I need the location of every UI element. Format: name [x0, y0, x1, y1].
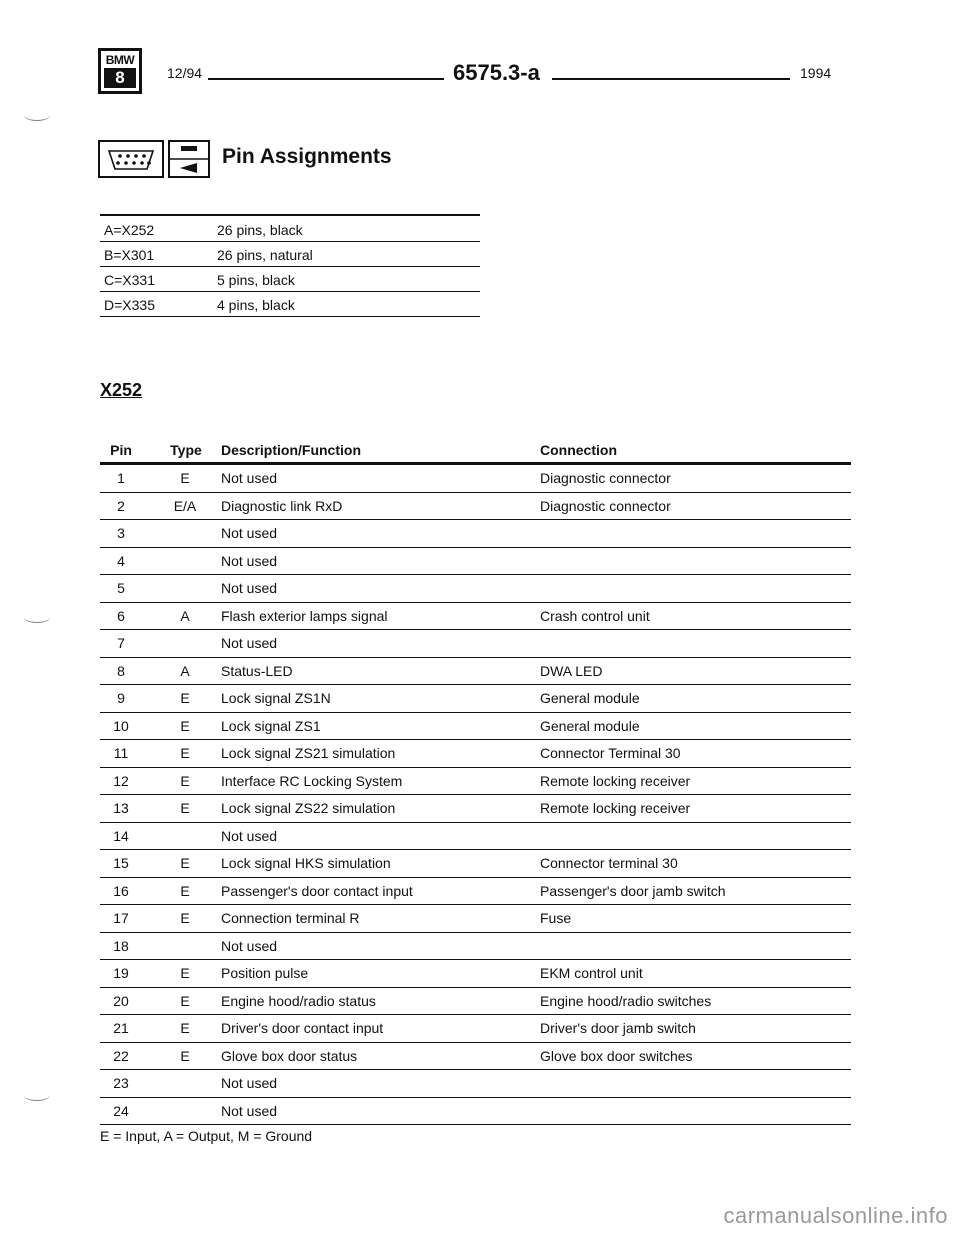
table-row: [100, 575, 851, 603]
bmw-8-logo-icon: [98, 48, 142, 94]
connector-id: A=X252: [104, 222, 155, 238]
pin-number: 16: [113, 882, 129, 899]
pin-number: 4: [117, 552, 125, 569]
table-row: [100, 905, 851, 933]
table-row: [100, 740, 851, 768]
pin-number: 22: [113, 1047, 129, 1064]
table-row: [100, 713, 851, 741]
pin-type: E: [180, 855, 190, 871]
pin-connection: Diagnostic connector: [540, 470, 671, 486]
pin-description: Connection terminal R: [221, 910, 360, 926]
connector-desc: 26 pins, black: [217, 222, 303, 238]
connector-desc: 26 pins, natural: [217, 247, 313, 263]
page-title: Pin Assignments: [222, 145, 392, 168]
pin-description: Lock signal ZS1N: [221, 690, 331, 706]
pin-number: 5: [117, 580, 125, 596]
connector-id: D=X335: [104, 297, 155, 313]
pin-number: 11: [113, 745, 129, 761]
pin-number: 12: [113, 772, 129, 789]
pin-number: 20: [113, 992, 129, 1009]
pin-connection: Crash control unit: [540, 607, 650, 624]
table-row: [100, 988, 851, 1016]
pin-description: Not used: [221, 525, 278, 541]
section-heading: X252: [100, 380, 143, 400]
table-row: [100, 493, 851, 521]
table-row: [100, 658, 851, 686]
pin-connection: DWA LED: [540, 662, 603, 679]
table-row: [100, 1098, 851, 1126]
table-row: [100, 850, 851, 878]
pin-type: A: [180, 607, 190, 624]
pin-description: Not used: [221, 635, 278, 651]
table-row: [100, 768, 851, 796]
pin-number: 23: [113, 1075, 129, 1091]
pin-description: Passenger's door contact input: [221, 882, 413, 899]
pin-description: Status-LED: [221, 662, 293, 679]
pin-number: 2: [117, 497, 125, 514]
binder-mark-icon: [24, 110, 50, 121]
table-row: [100, 960, 851, 988]
binder-mark-icon: [24, 1090, 50, 1101]
pin-description: Interface RC Locking System: [221, 772, 403, 789]
pin-type: E: [180, 690, 190, 706]
pin-description: Not used: [221, 552, 278, 569]
watermark: carmanualsonline.info: [723, 1203, 948, 1228]
column-header-type: Type: [170, 442, 202, 458]
table-row: [100, 1043, 851, 1071]
pin-number: 13: [113, 800, 129, 816]
logo-series-text: 8: [104, 68, 136, 88]
table-row: [100, 630, 851, 658]
pin-description: Not used: [221, 1075, 278, 1091]
pin-type: E: [180, 717, 190, 734]
pin-type: A: [180, 662, 190, 679]
pin-connection: Fuse: [540, 910, 572, 926]
table-row: [100, 685, 851, 713]
pin-type: E: [180, 992, 190, 1009]
table-row: [100, 548, 851, 576]
pin-number: 1: [117, 470, 125, 486]
pin-type: E: [180, 772, 190, 789]
pin-number: 17: [113, 910, 129, 926]
connector-plug-icon: [98, 140, 164, 178]
connector-id: B=X301: [104, 247, 155, 263]
pin-type: E: [180, 800, 190, 816]
table-row: [100, 823, 851, 851]
column-header-pin: Pin: [110, 442, 132, 458]
pin-description: Not used: [221, 1102, 278, 1119]
header-date: 12/94: [167, 65, 203, 81]
header-rule-left: [208, 78, 444, 80]
column-header-description: Description/Function: [221, 442, 361, 458]
pin-type: E: [180, 965, 190, 981]
pin-connection: Diagnostic connector: [540, 497, 671, 514]
pin-connection: Glove box door switches: [540, 1047, 693, 1064]
pin-type: E: [180, 745, 190, 761]
pin-description: Lock signal ZS22 simulation: [221, 800, 396, 816]
pin-description: Not used: [221, 937, 278, 954]
pin-type: E: [180, 1020, 190, 1036]
connector-desc: 5 pins, black: [217, 272, 295, 288]
pin-assignment-icon: [168, 140, 210, 178]
pin-connection: General module: [540, 717, 640, 734]
pin-type: E: [180, 882, 190, 899]
pin-description: Not used: [221, 827, 278, 844]
table-row: [100, 878, 851, 906]
connector-row: [100, 266, 480, 292]
pin-number: 19: [113, 965, 129, 981]
connector-row: [100, 216, 480, 242]
header-rule-right: [552, 78, 790, 80]
pin-connection: Passenger's door jamb switch: [540, 882, 726, 899]
pin-number: 21: [113, 1020, 129, 1036]
pin-type: E: [180, 910, 190, 926]
binder-mark-icon: [24, 612, 50, 623]
pin-number: 15: [113, 855, 129, 871]
connector-id: C=X331: [104, 272, 155, 288]
table-row: [100, 1015, 851, 1043]
pin-number: 3: [117, 525, 125, 541]
pin-number: 6: [117, 607, 125, 624]
pin-connection: Engine hood/radio switches: [540, 992, 712, 1009]
pin-description: Flash exterior lamps signal: [221, 607, 388, 624]
pin-description: Engine hood/radio status: [221, 992, 376, 1009]
pin-type: E: [180, 1047, 190, 1064]
pin-description: Not used: [221, 580, 278, 596]
pin-description: Lock signal ZS21 simulation: [221, 745, 396, 761]
pin-description: Diagnostic link RxD: [221, 497, 343, 514]
connector-row: [100, 241, 480, 267]
pin-number: 18: [113, 937, 129, 954]
pin-description: Lock signal HKS simulation: [221, 855, 391, 871]
pin-connection: EKM control unit: [540, 965, 643, 981]
pin-connection: Connector Terminal 30: [540, 745, 681, 761]
pin-number: 24: [113, 1102, 129, 1119]
pin-number: 8: [117, 662, 125, 679]
pin-connection: Connector terminal 30: [540, 855, 678, 871]
pin-type: E: [180, 470, 190, 486]
pin-connection: Driver's door jamb switch: [540, 1020, 696, 1036]
table-row: [100, 465, 851, 493]
pin-connection: General module: [540, 690, 640, 706]
document-code: 6575.3-a: [453, 60, 540, 85]
pin-type: E/A: [173, 497, 197, 514]
table-row: [100, 795, 851, 823]
pin-description: Lock signal ZS1: [221, 717, 321, 734]
pin-number: 14: [113, 827, 129, 844]
table-row: [100, 1070, 851, 1098]
table-row: [100, 603, 851, 631]
pin-description: Position pulse: [221, 965, 309, 981]
pin-number: 7: [117, 635, 125, 651]
type-legend: E = Input, A = Output, M = Ground: [100, 1128, 313, 1144]
table-row: [100, 933, 851, 961]
pin-description: Not used: [221, 470, 278, 486]
connector-desc: 4 pins, black: [217, 297, 295, 313]
header-year: 1994: [800, 65, 832, 81]
pin-connection: Remote locking receiver: [540, 772, 691, 789]
pin-number: 10: [113, 717, 129, 734]
connector-row: [100, 291, 480, 317]
pin-description: Glove box door status: [221, 1047, 358, 1064]
pin-number: 9: [117, 690, 125, 706]
table-row: [100, 520, 851, 548]
column-header-connection: Connection: [540, 442, 617, 458]
pin-description: Driver's door contact input: [221, 1020, 384, 1036]
logo-brand-text: BMW: [105, 53, 135, 67]
pin-connection: Remote locking receiver: [540, 800, 691, 816]
